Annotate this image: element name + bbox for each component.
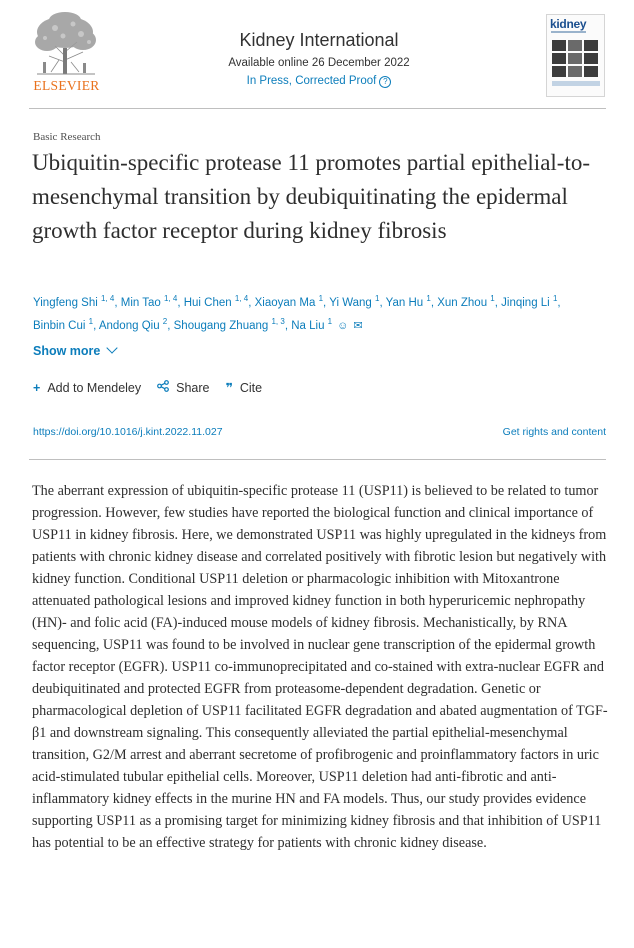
article-actions xyxy=(33,380,262,395)
add-to-mendeley-label: Add to Mendeley xyxy=(47,380,142,395)
author-name: Jinqing Li xyxy=(501,297,550,309)
author-name: Yingfeng Shi xyxy=(33,297,98,309)
author-affiliation: 1 xyxy=(318,294,324,303)
author-link[interactable] xyxy=(385,294,431,309)
author-link[interactable] xyxy=(329,294,380,309)
author-affiliation: 1, 4 xyxy=(164,294,178,303)
in-press-status[interactable] xyxy=(179,74,459,89)
author-affiliation: 2 xyxy=(162,317,168,326)
journal-info xyxy=(179,28,459,89)
author-name: Xun Zhou xyxy=(437,297,488,309)
mail-icon[interactable]: ✉ xyxy=(350,320,363,332)
person-icon[interactable]: ☺ xyxy=(334,320,349,332)
author-link[interactable] xyxy=(120,294,178,309)
share-icon xyxy=(157,380,169,395)
article-type: Basic Research xyxy=(33,131,101,143)
quote-icon: ❞ xyxy=(225,381,233,395)
author-list: Yingfeng Shi $^{1, 4}$, Min Tao $^{1, 4}$, Hui Chen $^{1, 4}$, Xiaoyan Ma $^1$, Yi Wang $^1$, Yan Hu $^1$, Xun Zhou $^1$, Jinqing Li $^1$, Binbin Cui $^1$, Andong Qiu $^2$, Shougang Zhuang $^{1, 3}$, Na Liu $^1$ ☺ ✉ xyxy=(33,294,561,332)
author-affiliation: 1 xyxy=(375,294,380,303)
author-affiliation: 1 xyxy=(88,317,94,326)
show-more-label: Show more xyxy=(33,344,101,358)
cite-label: Cite xyxy=(239,380,263,395)
author-link[interactable] xyxy=(254,294,324,309)
author-affiliation: 1 xyxy=(327,317,333,326)
author-link[interactable] xyxy=(33,317,94,332)
author-affiliation: 1 xyxy=(490,294,495,303)
doi-row xyxy=(29,418,606,460)
help-icon[interactable]: ? xyxy=(379,76,391,88)
author-name: Xiaoyan Ma xyxy=(254,297,316,309)
cover-image-grid xyxy=(552,40,600,77)
chevron-down-icon xyxy=(107,342,118,353)
author-link[interactable] xyxy=(33,294,115,309)
author-name: Andong Qiu xyxy=(98,320,160,332)
author-name: Shougang Zhuang xyxy=(173,320,269,332)
cite-button[interactable] xyxy=(225,380,262,395)
author-name: Yan Hu xyxy=(385,297,424,309)
share-label: Share xyxy=(176,380,210,395)
cover-title: kidney xyxy=(550,17,587,31)
author-link[interactable] xyxy=(173,317,285,332)
show-more-button[interactable] xyxy=(33,344,116,358)
elsevier-logo[interactable] xyxy=(29,10,104,98)
journal-cover[interactable] xyxy=(546,14,605,97)
abstract-text: The aberrant expression of ubiquitin-specific protease 11 (USP11) is believed to be related to tumor progression. However, few studies have reported the biological function and clinical importance of USP11 in kidney fibrosis. Here, we demonstrated USP11 was highly upregulated in the kidneys from patients with chronic kidney disease and correlated positively with fibrotic lesion but negatively with kidney function. Conditional USP11 deletion or pharmacologic inhibition with Mitoxantrone attenuated pathological lesions and improved kidney function in both hyperuricemic nephropathy (HN)- and folic acid (FA)-induced mouse models of kidney fibrosis. Mechanistically, by RNA sequencing, USP11 was found to be involved in nuclear gene transcription of the epidermal growth factor receptor (EGFR). USP11 co-immunoprecipitated and co-stained with extra-nuclear EGFR and deubiquitinated and protected EGFR from proteasome-dependent degradation. Genetic or pharmacological depletion of USP11 facilitated EGFR degradation and abated augmentation of TGF-β1 and downstream signaling. This consequently alleviated the partial epithelial-mesenchymal transition, G2/M arrest and aberrant secretome of profibrogenic and proinflammatory factors in uric acid-stimulated tubular epithelial cells. Moreover, USP11 deletion had anti-fibrotic and anti-inflammatory kidney effects in the murine HN and FA models. Thus, our study provides evidence supporting USP11 as a promising target for minimizing kidney fibrosis and that inhibition of USP11 has potential to be an effective strategy for patients with chronic kidney disease. xyxy=(32,483,608,851)
author-link[interactable] xyxy=(501,294,558,309)
article-title: Ubiquitin-specific protease 11 promotes partial epithelial-to-mesenchymal transition by deubiquitinating the epidermal growth factor receptor during kidney fibrosis xyxy=(32,150,590,243)
author-name: Min Tao xyxy=(120,297,161,309)
elsevier-wordmark: ELSEVIER xyxy=(33,78,100,93)
author-affiliation: 1 xyxy=(426,294,431,303)
elsevier-tree-icon xyxy=(29,10,104,78)
author-affiliation: 1, 4 xyxy=(234,294,249,303)
journal-title-link[interactable]: Kidney International xyxy=(239,30,399,50)
in-press-label: In Press, Corrected Proof xyxy=(246,75,377,87)
author-affiliation: 1, 4 xyxy=(101,294,115,303)
author-link[interactable] xyxy=(98,317,168,332)
author-link[interactable] xyxy=(183,294,249,309)
author-link[interactable] xyxy=(291,317,363,332)
author-link[interactable] xyxy=(437,294,495,309)
rights-link[interactable]: Get rights and content xyxy=(502,426,606,438)
share-button[interactable] xyxy=(157,380,209,395)
author-name: Na Liu xyxy=(291,320,325,332)
plus-icon: + xyxy=(33,380,41,395)
author-affiliation: 1, 3 xyxy=(271,317,285,326)
add-to-mendeley-button[interactable] xyxy=(33,380,141,395)
doi-link[interactable]: https://doi.org/10.1016/j.kint.2022.11.027 xyxy=(33,426,223,438)
page-header xyxy=(29,10,606,109)
author-name: Yi Wang xyxy=(329,297,372,309)
author-affiliation: 1 xyxy=(552,294,558,303)
author-name: Binbin Cui xyxy=(33,320,86,332)
cover-subtitle-bar xyxy=(551,31,586,33)
online-date: Available online 26 December 2022 xyxy=(228,57,410,69)
cover-footer-bar xyxy=(552,81,600,86)
author-name: Hui Chen xyxy=(183,297,232,309)
